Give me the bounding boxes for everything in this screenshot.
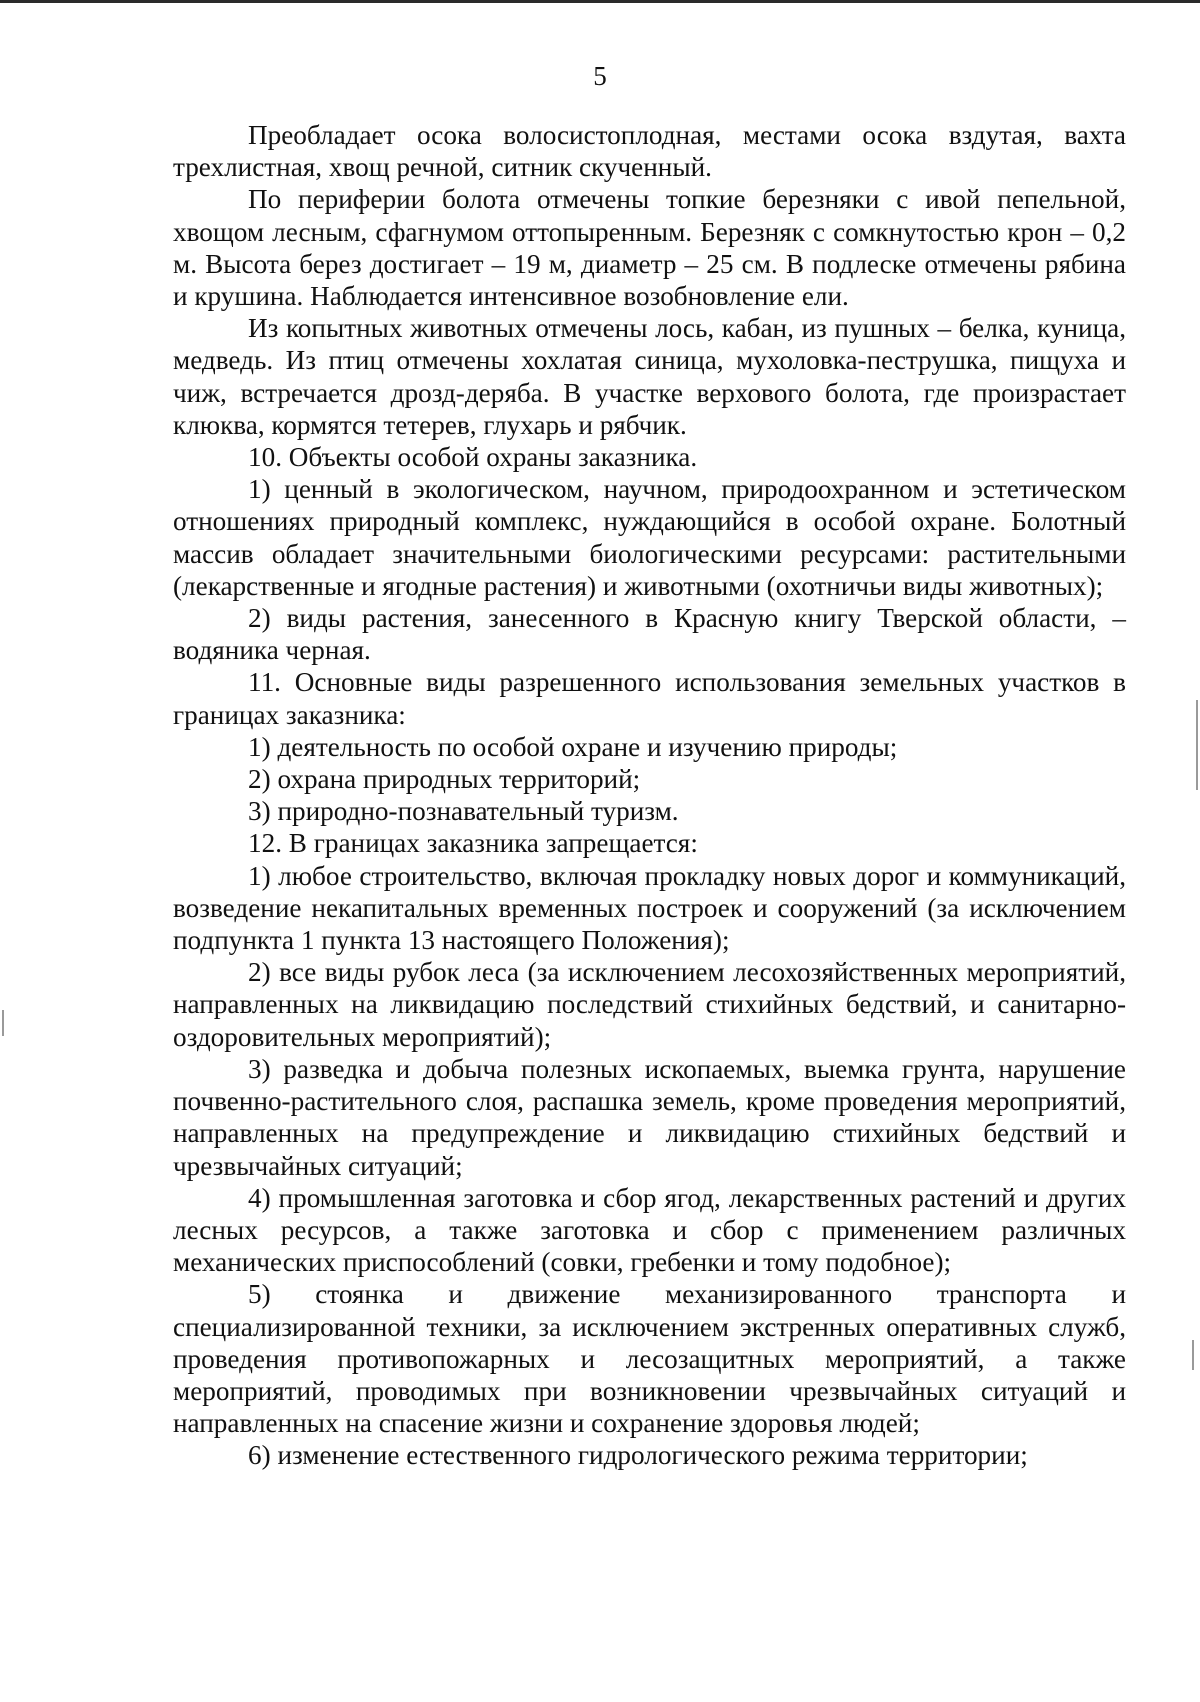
section-12-item-1: 1) любое строительство, включая прокладку новых дорог и коммуникаций, возведение некапитальных временных построек и сооружений (за исключением подпункта 1 пункта 13 настоящего Положения);: [173, 860, 1126, 956]
section-11-item-3: 3) природно-познавательный туризм.: [248, 796, 679, 827]
section-11-item-2: 2) охрана природных территорий;: [248, 764, 641, 795]
scan-margin-mark: [2, 1010, 4, 1036]
section-12-item-5: 5) стоянка и движение механизированного транспорта и специализированной техники, за исключением экстренных оперативных служб, проведения противопожарных и лесозащитных мероприятий, а также мероприятий, проводимых при возникновении чрезвычайных ситуаций и направленных на спасение жизни и сохранение здоровья людей;: [173, 1279, 1126, 1439]
section-12-item-4: 4) промышленная заготовка и сбор ягод, лекарственных растений и других лесных ресурсов, а также заготовка и сбор с применением различных механических приспособлений (совки, гребенки и тому подобное);: [173, 1182, 1126, 1278]
section-12-item-2: 2) все виды рубок леса (за исключением лесохозяйственных мероприятий, направленных на ликвидацию последствий стихийных бедствий, и санитарно-оздоровительных мероприятий);: [173, 957, 1126, 1052]
scan-margin-mark: [1196, 700, 1198, 790]
document-body: [173, 119, 1126, 1472]
section-12-item-3: 3) разведка и добыча полезных ископаемых, выемка грунта, нарушение почвенно-растительного слоя, распашка земель, кроме проведения мероприятий, направленных на предупреждение и ликвидацию стихийных бедствий и чрезвычайных ситуаций;: [173, 1053, 1126, 1181]
section-11-item-1: 1) деятельность по особой охране и изучению природы;: [248, 731, 898, 762]
section-11-heading: 11. Основные виды разрешенного использования земельных участков в границах заказника:: [173, 667, 1126, 730]
section-12-heading: 12. В границах заказника запрещается:: [248, 828, 698, 859]
section-10-item-1: 1) ценный в экологическом, научном, природоохранном и эстетическом отношениях природный комплекс, нуждающийся в особой охране. Болотный массив обладает значительными биологическими ресурсами: растительными (лекарственные и ягодные растения) и животными (охотничьи виды животных);: [173, 474, 1126, 601]
paragraph-sedge: Преобладает осока волосистоплодная, местами осока вздутая, вахта трехлистная, хвощ речной, ситник скученный.: [173, 120, 1126, 183]
paragraph-periphery: По периферии болота отмечены топкие березняки с ивой пепельной, хвощом лесным, сфагнумом оттопыренным. Березняк с сомкнутостью крон – 0,2 м. Высота берез достигает – 19 м, диаметр – 25 см. В подлеске отмечены рябина и крушина. Наблюдается интенсивное возобновление ели.: [173, 184, 1126, 312]
scan-margin-mark: [1192, 1340, 1194, 1370]
section-10-item-2: 2) виды растения, занесенного в Красную книгу Тверской области, – водяника черная.: [173, 603, 1126, 666]
page-number: 5: [593, 61, 607, 91]
section-10-heading: 10. Объекты особой охраны заказника.: [248, 442, 698, 473]
scan-top-edge: [0, 0, 1200, 3]
section-12-item-6: 6) изменение естественного гидрологического режима территории;: [248, 1440, 1028, 1471]
paragraph-fauna: Из копытных животных отмечены лось, кабан, из пушных – белка, куница, медведь. Из птиц отмечены хохлатая синица, мухоловка-пеструшка, пищуха и чиж, встречается дрозд-деряба. В участке верхового болота, где произрастает клюква, кормятся тетерев, глухарь и рябчик.: [173, 313, 1126, 440]
